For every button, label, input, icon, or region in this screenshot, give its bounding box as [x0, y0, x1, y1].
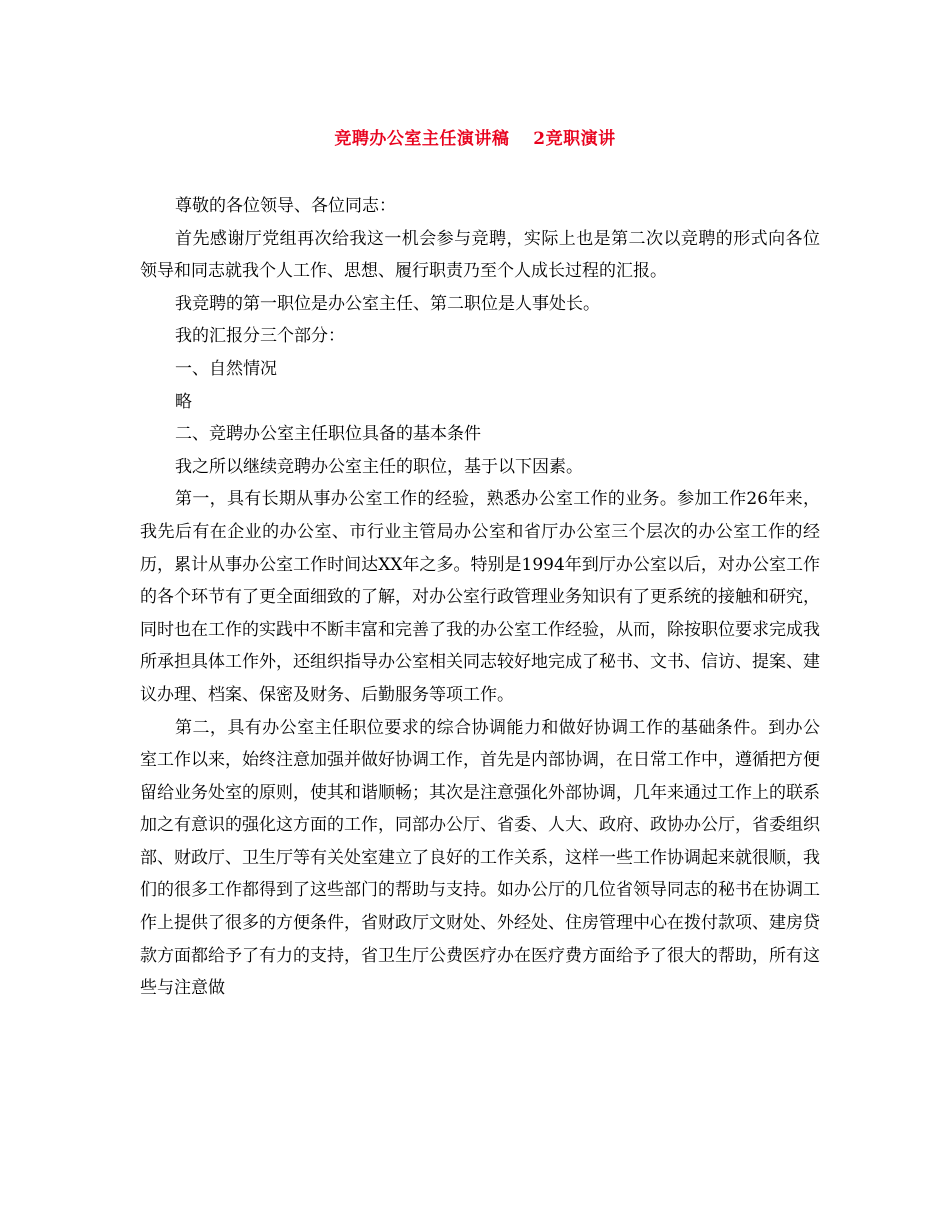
- document-title: 竞聘办公室主任演讲稿 2竞职演讲: [334, 129, 616, 149]
- paragraph-positions: 我竞聘的第一职位是办公室主任、第二职位是人事处长。: [175, 293, 600, 314]
- paragraph-reasons-intro: 我之所以继续竞聘办公室主任的职位，基于以下因素。: [175, 456, 583, 477]
- paragraph-second-reason: 第二，具有办公室主任职位要求的综合协调能力和做好协调工作的基础条件。到办公室工作以来，始终注意加强并做好协调工作，首先是内部协调，在日常工作中，遵循把方便留给业务处室的原则，使其和谐顺畅；其次是注意强化外部协调，几年来通过工作上的联系加之有意识的强化这方面的工作，同部办公厅、省委、人大、政府、政协办公厅，省委组织部、财政厅、卫生厅等有关处室建立了良好的工作关系，这样一些工作协调起来就很顺，我们的很多工作都得到了这些部门的帮助与支持。如办公厅的几位省领导同志的秘书在协调工作上提供了很多的方便条件，省财政厅文财处、外经处、住房管理中心在拨付款项、建房贷款方面都给予了有力的支持，省卫生厅公费医疗办在医疗费方面给予了很大的帮助，所有这些与注意做: [140, 717, 820, 999]
- paragraph-report-outline: 我的汇报分三个部分：: [175, 326, 345, 347]
- paragraph-salutation: 尊敬的各位领导、各位同志：: [175, 196, 396, 216]
- section-heading-1: 一、自然情况: [175, 358, 277, 379]
- paragraph-thanks: 首先感谢厅党组再次给我这一机会参与竞聘，实际上也是第二次以竞聘的形式向各位领导和同志就我个人工作、思想、履行职责乃至个人成长过程的汇报。: [140, 228, 820, 282]
- paragraph-first-reason: 第一，具有长期从事办公室工作的经验，熟悉办公室工作的业务。参加工作26年来，我先后有在企业的办公室、市行业主管局办公室和省厅办公室三个层次的办公室工作的经历，累计从事办公室工作时间达XX年之多。特别是1994年到厅办公室以后，对办公室工作的各个环节有了更全面细致的了解，对办公室行政管理业务知识有了更系统的接触和研究，同时也在工作的实践中不断丰富和完善了我的办公室工作经验，从而，除按职位要求完成我所承担具体工作外，还组织指导办公室相关同志较好地完成了秘书、文书、信访、提案、建议办理、档案、保密及财务、后勤服务等项工作。: [140, 489, 820, 705]
- paragraph-omitted: 略: [175, 391, 192, 412]
- section-heading-2: 二、竞聘办公室主任职位具备的基本条件: [175, 424, 481, 445]
- document-body: [140, 190, 820, 1005]
